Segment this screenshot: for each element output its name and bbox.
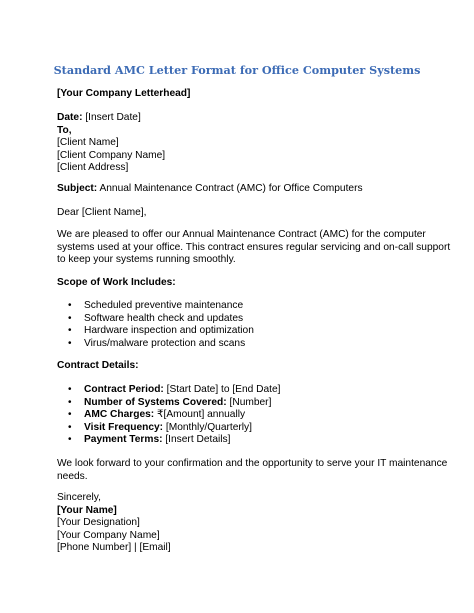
signature-designation: [Your Designation] bbox=[57, 517, 140, 528]
bullet-icon: • bbox=[68, 396, 72, 408]
bullet-icon: • bbox=[68, 312, 72, 324]
contract-heading: Contract Details: bbox=[57, 360, 139, 371]
recipient-company: [Client Company Name] bbox=[57, 149, 166, 161]
intro-line-1: We are pleased to offer our Annual Maintenance Contract (AMC) for the computer bbox=[57, 229, 426, 240]
company-letterhead: [Your Company Letterhead] bbox=[57, 88, 191, 99]
bullet-icon: • bbox=[68, 337, 72, 349]
intro-line-3: to keep your systems running smoothly. bbox=[57, 254, 236, 265]
date-value: [Insert Date] bbox=[82, 112, 141, 123]
item-value: [Insert Details] bbox=[162, 434, 231, 445]
letter-page: Standard AMC Letter Format for Office Computer Systems [Your Company Letterhead] Date: [Insert Date] To, [Client Name] [Client Company Name] [Client Address] Subject: Annual Maintenance Contract (AMC) for Office Computers Dear [Client Name], We are pleased to offer our Annual Maintenance Contract (AMC) for the computer systems used at your office. This contract ensures regular servicing and on-call support to keep your systems running smoothly. Scope of Work Includes: • Scheduled preventive maintenance • Software health check and updates • Hardware inspection and optimization • Virus/malware protection and scans Contract Details: • Contract Period: [Start Date] to [End Date] • Number of Systems Covered: [Number] • AMC Charges: ₹[Amount] annually • Visit Frequency: [Monthly/Quarterly] • Payment Terms: [Insert Details] We look forward to your confirmation and the opportunity to serve your IT maintenance needs. Sincerely, [Your Name] [Your Designation] [Your Company Name] [Phone Number] | [Email] bbox=[0, 0, 474, 613]
item-value: [Monthly/Quarterly] bbox=[163, 421, 252, 433]
item-label: Number of Systems Covered: bbox=[84, 396, 227, 408]
item-value: [Start Date] to [End Date] bbox=[163, 384, 281, 395]
item-value: ₹[Amount] annually bbox=[154, 409, 246, 420]
signoff: Sincerely, bbox=[57, 492, 101, 503]
bullet-icon: • bbox=[68, 421, 72, 433]
recipient-name: [Client Name] bbox=[57, 137, 119, 148]
item-label: AMC Charges: bbox=[84, 409, 155, 420]
bullet-icon: • bbox=[68, 434, 72, 445]
intro-line-2: systems used at your office. This contract ensures regular servicing and on-call support bbox=[57, 241, 451, 253]
salutation: Dear [Client Name], bbox=[57, 207, 147, 218]
date-label: Date: bbox=[57, 112, 83, 123]
item-label: Visit Frequency: bbox=[84, 421, 164, 433]
bullet-icon: • bbox=[68, 409, 72, 420]
bullet-icon: • bbox=[68, 325, 72, 336]
bullet-icon: • bbox=[68, 384, 72, 395]
subject-label: Subject: bbox=[57, 183, 98, 194]
date-line bbox=[57, 112, 141, 125]
item-value: [Number] bbox=[226, 396, 272, 408]
scope-heading: Scope of Work Includes: bbox=[57, 277, 176, 288]
subject-value: Annual Maintenance Contract (AMC) for Office Computers bbox=[97, 183, 363, 194]
closing-line-1: We look forward to your confirmation and the opportunity to serve your IT maintenance bbox=[57, 458, 448, 469]
signature-name: [Your Name] bbox=[57, 504, 117, 516]
bullet-icon: • bbox=[68, 300, 72, 311]
signature-company: [Your Company Name] bbox=[57, 529, 160, 541]
item-label: Contract Period: bbox=[84, 384, 164, 395]
closing-line-2: needs. bbox=[57, 470, 88, 482]
item-label: Payment Terms: bbox=[84, 434, 163, 445]
document-title: Standard AMC Letter Format for Office Computer Systems bbox=[53, 63, 421, 77]
recipient-address: [Client Address] bbox=[57, 162, 129, 173]
signature-contact: [Phone Number] | [Email] bbox=[57, 542, 171, 553]
subject-line bbox=[57, 183, 363, 196]
to-label: To, bbox=[57, 124, 72, 136]
